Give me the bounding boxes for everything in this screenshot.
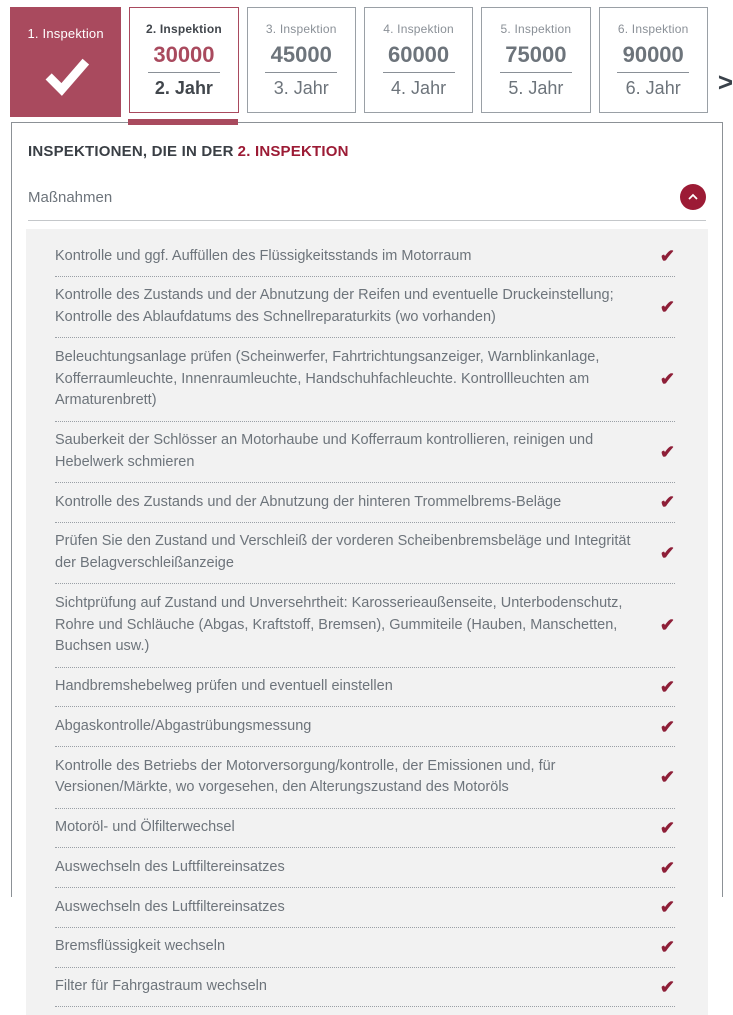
tab-label: 4. Inspektion: [383, 21, 454, 36]
tab-label: 6. Inspektion: [617, 21, 689, 36]
tab-km-value: 60000: [383, 40, 455, 73]
measure-label: Auswechseln des Luftfiltereinsatzes: [55, 858, 285, 875]
chevron-right-icon[interactable]: >: [717, 67, 733, 97]
measure-label: Filter für Fahrgastraum wechseln: [55, 978, 267, 994]
check-icon: ✔: [659, 246, 675, 267]
measure-label: Kontrolle und ggf. Auffüllen des Flüssigkeitsstands im Motorraum: [55, 247, 472, 264]
measures-section-title: Maßnahmen: [28, 188, 113, 206]
measures-section-bar: [28, 184, 706, 210]
tab-km-value: 30000: [148, 40, 220, 73]
measure-row: [55, 277, 675, 339]
measure-label: Kontrolle des Zustands und der Abnutzung der hinteren Trommelbrems-Beläge: [55, 493, 562, 510]
active-tab-indicator: [128, 119, 238, 125]
tab-inspektion-2[interactable]: [129, 7, 238, 113]
tab-inspektion-4[interactable]: [364, 7, 473, 113]
check-icon: ✔: [659, 297, 675, 317]
measure-row: [55, 848, 675, 888]
collapse-section-button[interactable]: [680, 184, 706, 210]
measure-row: [55, 483, 675, 523]
measure-label: Auswechseln des Luftfiltereinsatzes: [55, 898, 285, 915]
tab-label: 3. Inspektion: [265, 21, 337, 36]
check-icon: ✔: [659, 369, 675, 390]
tab-year: 3. Jahr: [273, 77, 329, 98]
measure-row: [55, 928, 675, 968]
check-icon: ✔: [659, 441, 675, 462]
tab-label: 1. Inspektion: [27, 25, 104, 41]
measure-row: [55, 237, 675, 277]
measure-row: [55, 888, 675, 928]
check-icon: ✔: [659, 543, 675, 563]
tab-inspektion-6[interactable]: [599, 7, 708, 113]
check-icon: ✔: [659, 976, 675, 997]
check-icon: ✔: [659, 492, 675, 513]
measure-label: Kontrolle des Betriebs der Motorversorgung/kontrolle, der Emissionen und, für Versionen/Märkte, wo vorgesehen, den Alterungszustand des Motoröls: [55, 757, 556, 796]
check-icon: ✔: [659, 676, 675, 697]
measure-row: [55, 422, 675, 484]
check-icon: ✔: [659, 716, 675, 737]
measure-label: Sichtprüfung auf Zustand und Unversehrtheit: Karosserieaußenseite, Unterbodenschutz, Rohre und Schläuche (Abgas, Kraftstoff, Bremsen), Gummiteile (Hauben, Manschetten, Buchsen usw.): [55, 594, 623, 655]
measures-list: [26, 229, 708, 1015]
check-icon: ✔: [659, 937, 675, 958]
inspection-panel: [11, 122, 723, 997]
measure-label: Prüfen Sie den Zustand und Verschleiß der vorderen Scheibenbremsbeläge und Integrität der Belagverschleißanzeige: [55, 533, 631, 571]
tab-inspektion-1[interactable]: [10, 7, 121, 117]
measure-label: Bremsflüssigkeit wechseln: [55, 938, 226, 955]
measure-label: Sauberkeit der Schlösser an Motorhaube und Kofferraum kontrollieren, reinigen und Hebelwerk schmieren: [55, 432, 594, 470]
check-icon: ✔: [659, 615, 675, 636]
tab-km-value: 75000: [500, 40, 572, 73]
tab-label: 2. Inspektion: [145, 21, 222, 36]
check-icon: [35, 43, 97, 105]
measure-row: [55, 523, 675, 585]
measure-label: Handbremshebelweg prüfen und eventuell einstellen: [55, 678, 393, 694]
measure-row: [55, 338, 675, 421]
measure-label: Beleuchtungsanlage prüfen (Scheinwerfer, Fahrtrichtungsanzeiger, Warnblinkanlage, Kofferraumleuchte, Innenraumleuchte, Handschuhfachleuchte. Kontrollleuchten am Armaturenbrett): [55, 348, 600, 409]
tab-km-value: 90000: [617, 40, 689, 73]
inspection-tabs-row: [0, 0, 733, 122]
measure-row: [55, 809, 675, 849]
tab-km-value: 45000: [265, 40, 337, 73]
tab-year: 4. Jahr: [391, 77, 447, 98]
measure-row: [55, 668, 675, 708]
page-title-prefix: INSPEKTIONEN, DIE IN DER: [28, 143, 234, 160]
check-icon: ✔: [659, 767, 675, 788]
tab-label: 5. Inspektion: [500, 21, 572, 36]
tab-year: 6. Jahr: [625, 77, 681, 98]
tabs-strip: [0, 0, 733, 117]
tab-inspektion-5[interactable]: [481, 7, 590, 113]
check-icon: ✔: [659, 857, 675, 878]
measure-label: Abgaskontrolle/Abgastrübungsmessung: [55, 717, 312, 734]
measure-label: Motoröl- und Ölfilterwechsel: [55, 819, 235, 835]
measure-row: [55, 968, 675, 1008]
tab-year: 2. Jahr: [154, 77, 213, 98]
section-divider: [28, 220, 706, 221]
tab-year: 5. Jahr: [508, 77, 564, 98]
page-title: [28, 143, 706, 160]
page-title-highlight: 2. INSPEKTION: [237, 143, 349, 160]
measure-row: [55, 747, 675, 809]
measure-row: [55, 584, 675, 667]
check-icon: ✔: [659, 817, 675, 838]
check-icon: ✔: [659, 897, 675, 918]
measure-row: [55, 707, 675, 747]
measure-label: Kontrolle des Zustands und der Abnutzung der Reifen und eventuelle Druckeinstellung; Kontrolle des Ablaufdatums des Schnellreparaturkits (wo vorhanden): [55, 287, 614, 325]
chevron-up-icon: [685, 189, 701, 205]
tab-inspektion-3[interactable]: [247, 7, 356, 113]
